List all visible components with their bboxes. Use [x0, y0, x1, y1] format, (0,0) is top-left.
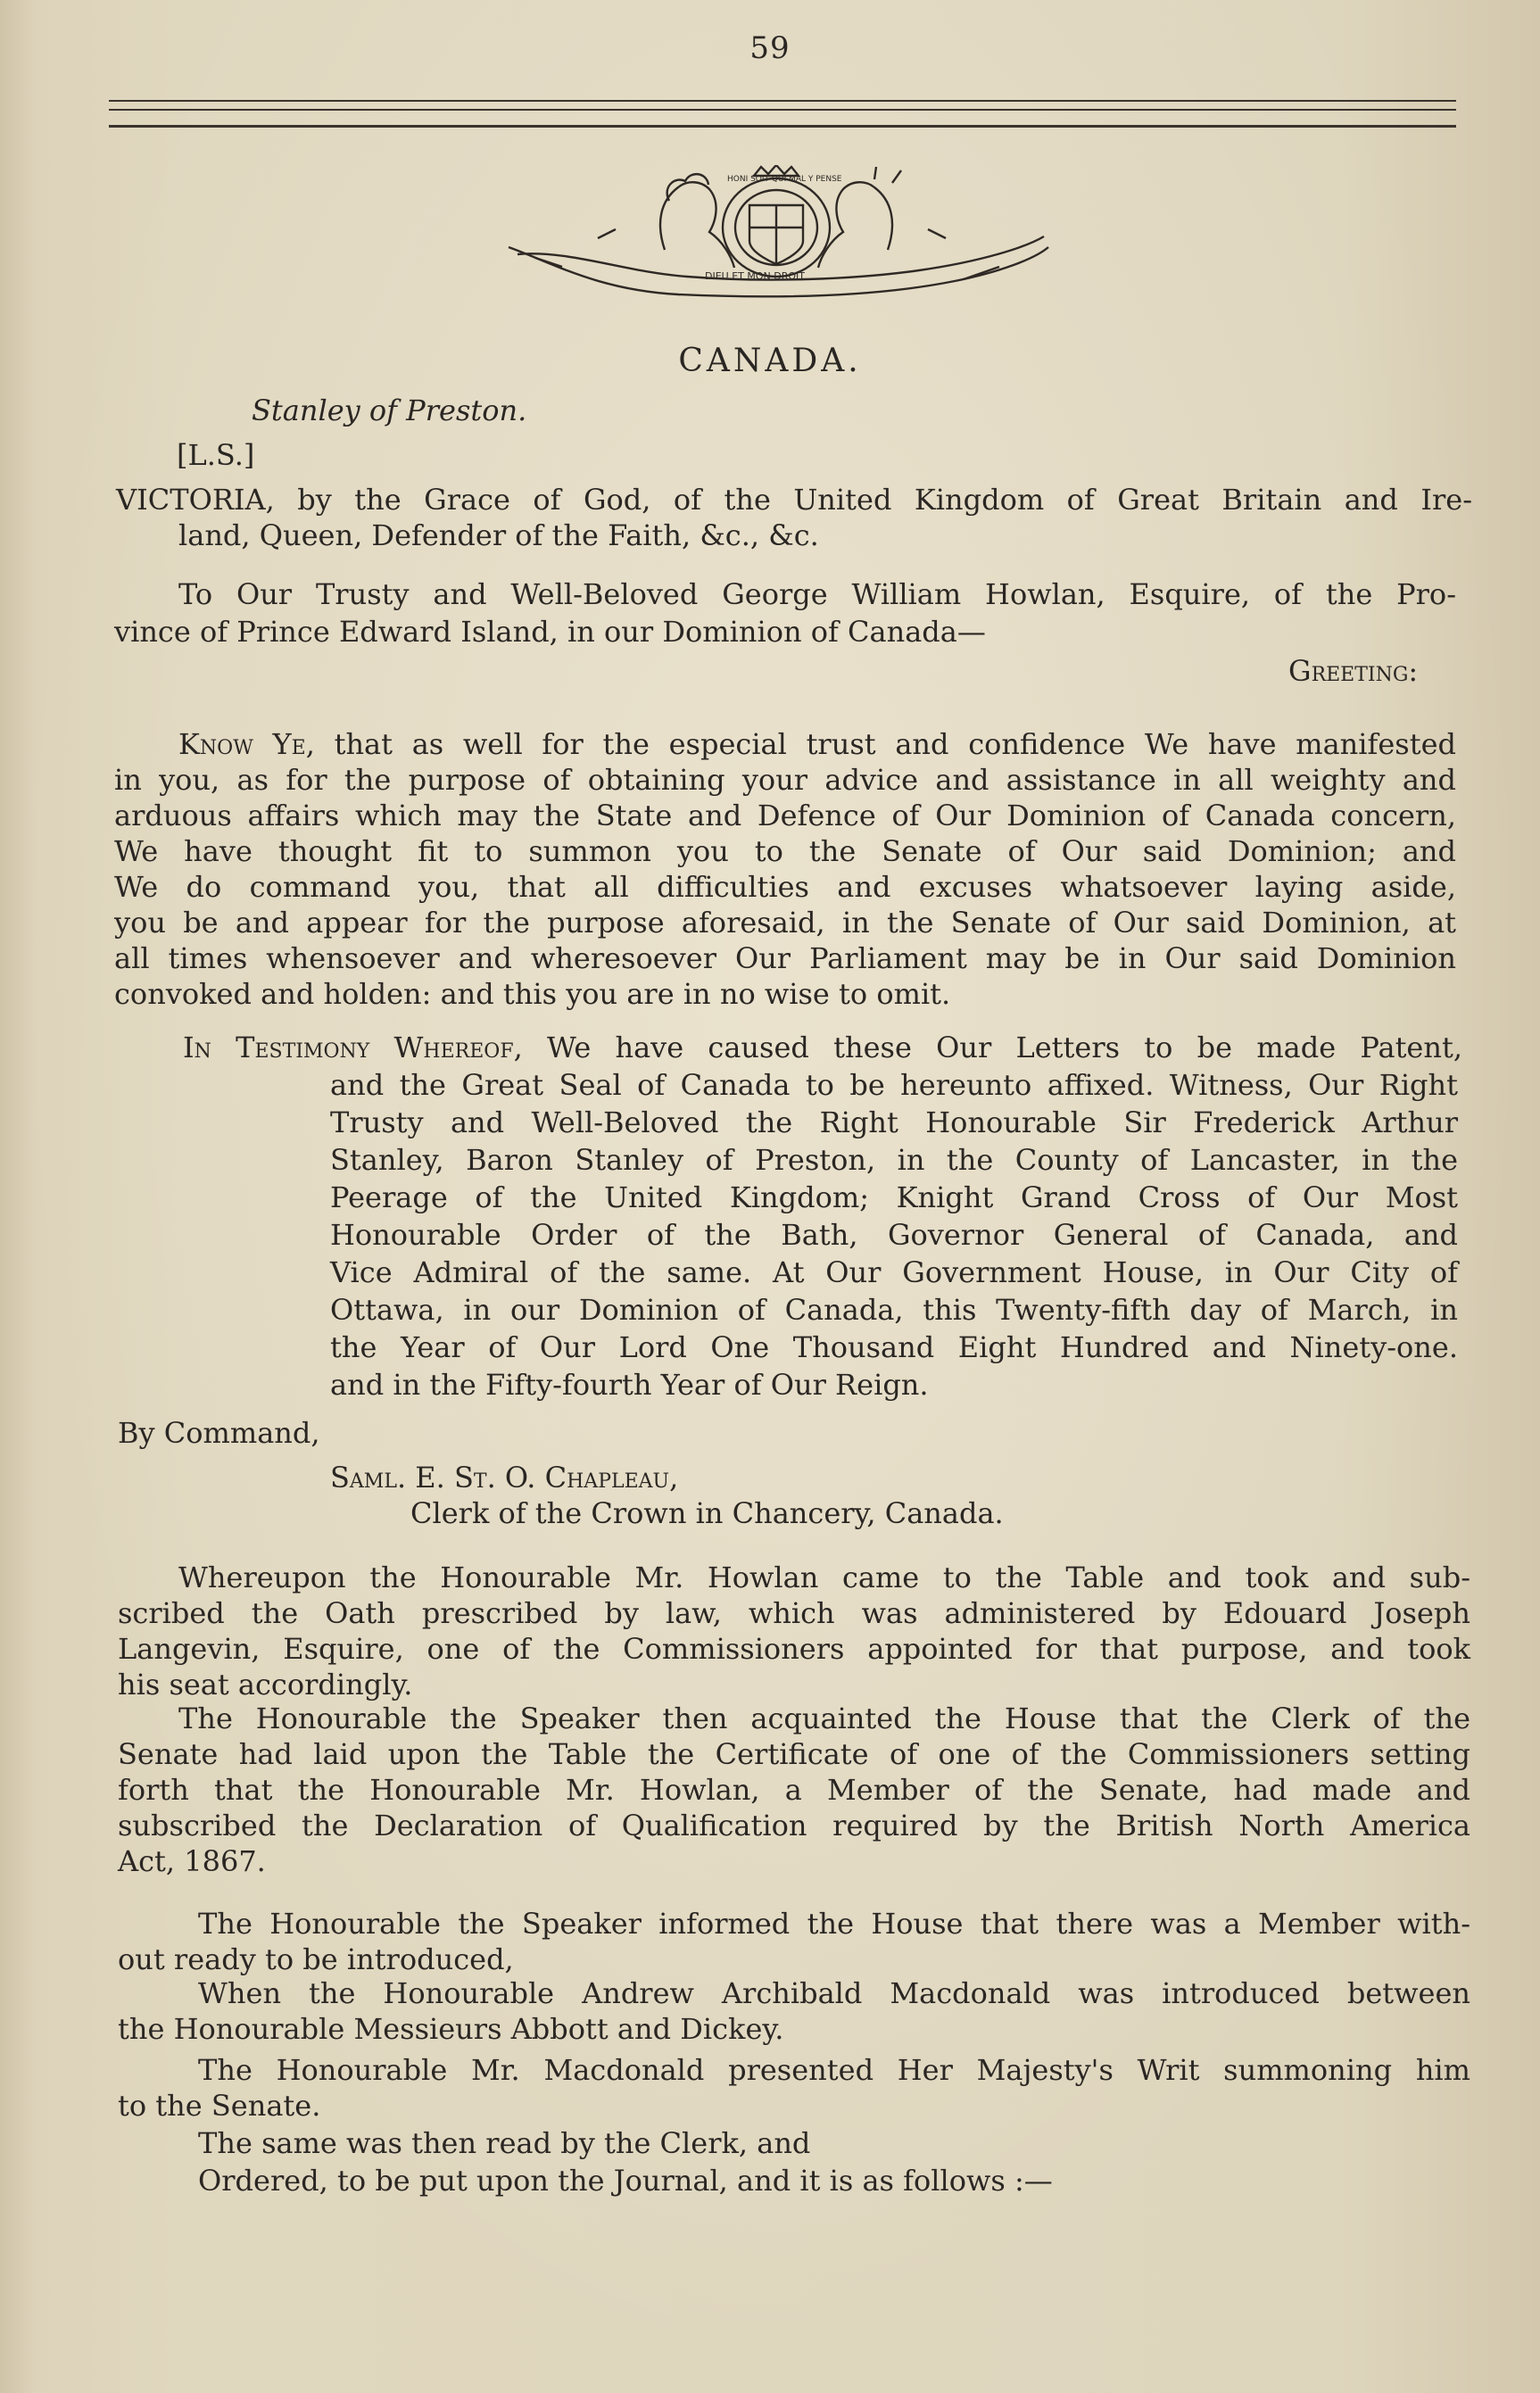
- whereupon-line: his seat accordingly.: [118, 1668, 413, 1702]
- crest-garter-text: HONI SOIT QUI MAL Y PENSE: [727, 175, 842, 184]
- clerk-name: Saml. E. St. O. Chapleau,: [330, 1461, 679, 1495]
- crest-motto-text: DIEU ET MON DROIT: [705, 270, 805, 282]
- address-line: To Our Trusty and Well-Beloved George William Howlan, Esquire, of the Pro-: [178, 577, 1456, 611]
- testimony-line: Trusty and Well-Beloved the Right Honourable Sir Frederick Arthur: [330, 1105, 1458, 1139]
- page-number: 59: [749, 30, 791, 66]
- header-rule: [109, 109, 1456, 111]
- know-ye-text: that as well for the especial trust and confidence We have manifested: [334, 727, 1456, 761]
- document-heading: CANADA.: [678, 343, 862, 379]
- whereupon-line: scribed the Oath prescribed by law, which was administered by Edouard Joseph: [118, 1596, 1470, 1630]
- know-ye-lead: Know Ye,: [178, 727, 315, 761]
- know-ye-line: We have thought fit to summon you to the Senate of Our said Dominion; and: [114, 834, 1456, 868]
- speaker-certificate-line: subscribed the Declaration of Qualification required by the British North America: [118, 1809, 1470, 1842]
- speaker-certificate-line: The Honourable the Speaker then acquainted the House that the Clerk of the: [178, 1702, 1470, 1735]
- proclamation-line: VICTORIA, by the Grace of God, of the United Kingdom of Great Britain and Ire-: [116, 483, 1472, 517]
- proclamation-line: land, Queen, Defender of the Faith, &c., &c.: [178, 518, 819, 552]
- speaker-certificate-line: forth that the Honourable Mr. Howlan, a Member of the Senate, had made and: [118, 1773, 1470, 1807]
- testimony-line: the Year of Our Lord One Thousand Eight Hundred and Ninety-one.: [330, 1330, 1458, 1364]
- writ-line: The Honourable Mr. Macdonald presented Her Majesty's Writ summoning him: [198, 2053, 1470, 2087]
- testimony-line: Ottawa, in our Dominion of Canada, this Twenty-fifth day of March, in: [330, 1293, 1458, 1327]
- testimony-line: Stanley, Baron Stanley of Preston, in the County of Lancaster, in the: [330, 1143, 1458, 1177]
- signatory: Stanley of Preston.: [252, 393, 527, 427]
- clerk-title: Clerk of the Crown in Chancery, Canada.: [410, 1496, 1004, 1530]
- ordered-line: Ordered, to be put upon the Journal, and it is as follows :—: [198, 2164, 1053, 2198]
- know-ye-line: [178, 726, 1456, 762]
- know-ye-line: in you, as for the purpose of obtaining your advice and assistance in all weighty and: [114, 763, 1456, 797]
- testimony-line: [183, 1030, 1462, 1065]
- testimony-line: Peerage of the United Kingdom; Knight Grand Cross of Our Most: [330, 1180, 1458, 1214]
- testimony-line: and the Great Seal of Canada to be hereunto affixed. Witness, Our Right: [330, 1068, 1458, 1102]
- know-ye-line: you be and appear for the purpose aforesaid, in the Senate of Our said Dominion, at: [114, 906, 1456, 940]
- know-ye-line: arduous affairs which may the State and Defence of Our Dominion of Canada concern,: [114, 799, 1456, 832]
- address-line: vince of Prince Edward Island, in our Dominion of Canada—: [114, 615, 986, 649]
- know-ye-line: We do command you, that all difficulties and excuses whatsoever laying aside,: [114, 870, 1456, 904]
- whereupon-line: Langevin, Esquire, one of the Commissioners appointed for that purpose, and took: [118, 1632, 1470, 1666]
- testimony-lead: In Testimony Whereof,: [183, 1031, 523, 1064]
- seal-mark: [L.S.]: [177, 438, 255, 472]
- royal-coat-of-arms-icon: [500, 165, 1053, 299]
- member-ready-line: out ready to be introduced,: [118, 1942, 514, 1976]
- header-rule: [109, 100, 1456, 102]
- testimony-text: We have caused these Our Letters to be made Patent,: [547, 1031, 1463, 1064]
- read-by-clerk-line: The same was then read by the Clerk, and: [198, 2126, 811, 2160]
- member-ready-line: The Honourable the Speaker informed the House that there was a Member with-: [198, 1907, 1470, 1941]
- macdonald-intro-line: When the Honourable Andrew Archibald Macdonald was introduced between: [198, 1976, 1470, 2010]
- greeting: Greeting:: [1288, 654, 1419, 688]
- by-command: By Command,: [118, 1416, 320, 1450]
- speaker-certificate-line: Act, 1867.: [118, 1844, 266, 1878]
- whereupon-line: Whereupon the Honourable Mr. Howlan came to the Table and took and sub-: [178, 1561, 1470, 1594]
- speaker-certificate-line: Senate had laid upon the Table the Certificate of one of the Commissioners setting: [118, 1737, 1470, 1771]
- know-ye-line: all times whensoever and wheresoever Our Parliament may be in Our said Dominion: [114, 941, 1456, 975]
- testimony-line: Vice Admiral of the same. At Our Government House, in Our City of: [330, 1255, 1458, 1289]
- header-rule: [109, 125, 1456, 128]
- know-ye-line: convoked and holden: and this you are in no wise to omit.: [114, 977, 951, 1011]
- testimony-line: and in the Fifty-fourth Year of Our Reign.: [330, 1368, 929, 1402]
- writ-line: to the Senate.: [118, 2089, 321, 2123]
- macdonald-intro-line: the Honourable Messieurs Abbott and Dickey.: [118, 2012, 784, 2046]
- testimony-line: Honourable Order of the Bath, Governor General of Canada, and: [330, 1218, 1458, 1252]
